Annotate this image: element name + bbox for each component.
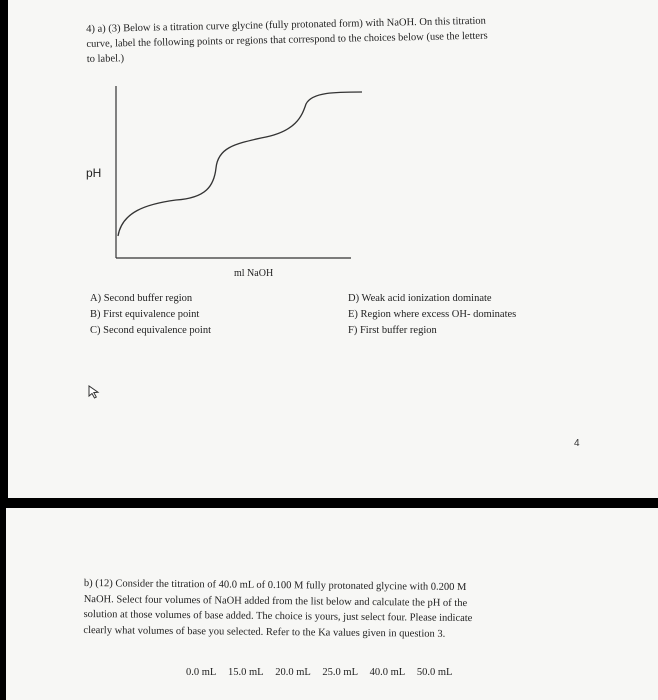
question-line: clearly what volumes of base you selected. Refer to the Ka values given in question 3. bbox=[83, 624, 446, 640]
volume-option: 25.0 mL bbox=[322, 667, 358, 678]
volume-option: 0.0 mL bbox=[186, 667, 217, 678]
choice-d: D) Weak acid ionization dominate bbox=[348, 293, 492, 304]
question-line: curve, label the following points or regions that correspond to the choices below (use the letters bbox=[86, 30, 488, 50]
volume-option: 15.0 mL bbox=[227, 667, 264, 678]
choice-f: F) First buffer region bbox=[348, 325, 437, 336]
volume-option: 50.0 mL bbox=[416, 667, 453, 678]
page-number: 4 bbox=[574, 438, 580, 449]
volume-option: 20.0 mL bbox=[275, 667, 311, 678]
question-line: solution at those volumes of base added. The choice is yours, just select four. Please indicate bbox=[83, 608, 473, 625]
worksheet-page-top bbox=[8, 0, 658, 498]
volume-options bbox=[186, 667, 461, 678]
y-axis-label: pH bbox=[86, 166, 102, 180]
mouse-pointer-icon bbox=[88, 385, 100, 399]
x-axis-label: ml NaOH bbox=[234, 268, 274, 279]
choice-a: A) Second buffer region bbox=[90, 293, 193, 304]
question-4a-text bbox=[86, 12, 587, 67]
titration-curve bbox=[118, 92, 362, 236]
worksheet-page-bottom bbox=[6, 508, 658, 700]
volume-option: 40.0 mL bbox=[369, 667, 406, 678]
choice-b: B) First equivalence point bbox=[90, 309, 200, 320]
choices-left-column bbox=[90, 291, 211, 339]
question-line: b) (12) Consider the titration of 40.0 mL of 0.100 M fully protonated glycine with 0.200 M bbox=[83, 577, 467, 594]
question-line: to label.) bbox=[86, 53, 125, 65]
question-line: 4) a) (3) Below is a titration curve glycine (fully protonated form) with NaOH. On this titration bbox=[86, 15, 486, 35]
titration-curve-plot bbox=[106, 86, 366, 264]
choice-c: C) Second equivalence point bbox=[90, 325, 212, 336]
choice-e: E) Region where excess OH- dominates bbox=[348, 309, 517, 320]
question-line: NaOH. Select four volumes of NaOH added from the list below and calculate the pH of the bbox=[83, 593, 468, 609]
question-4b-text bbox=[83, 576, 574, 643]
choices-right-column bbox=[348, 291, 516, 339]
